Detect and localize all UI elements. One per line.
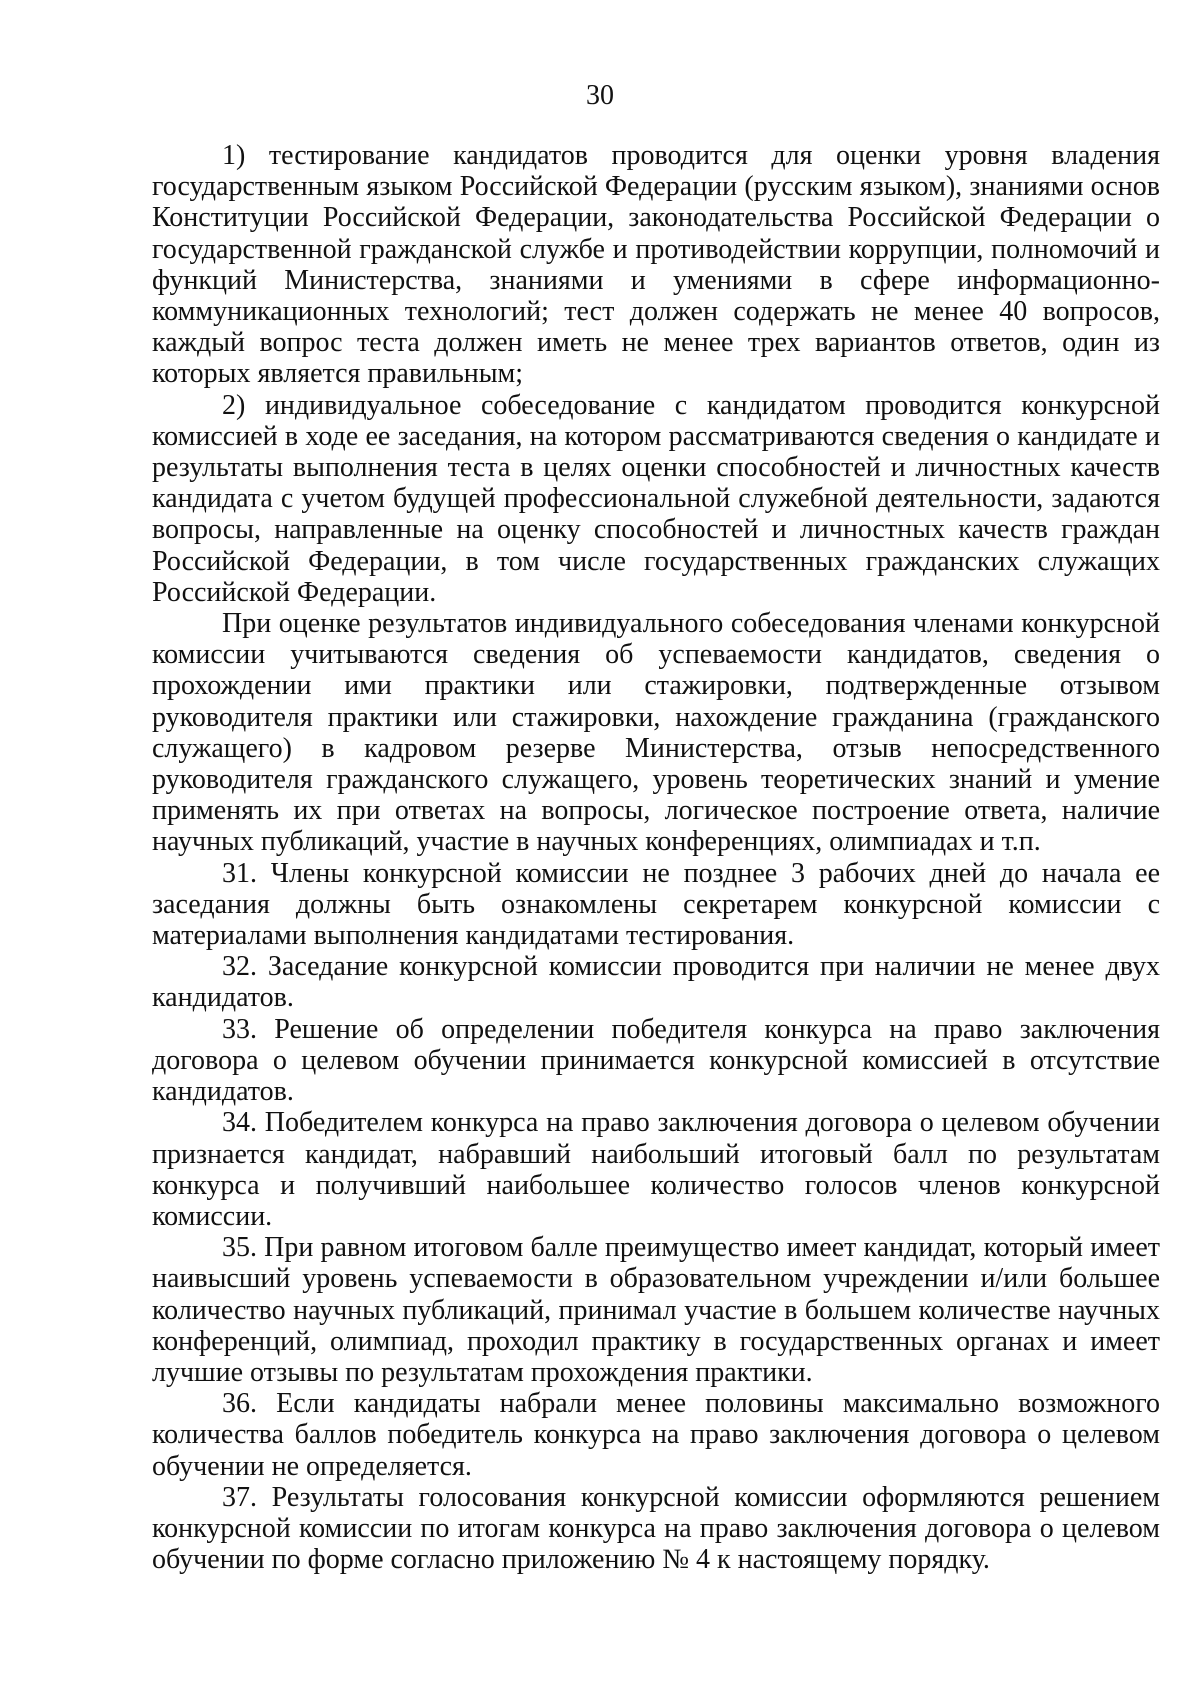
paragraph-interview: 2) индивидуальное собеседование с кандидатом проводится конкурсной комиссией в ходе ее заседания, на котором рассматриваются сведения о кандидате и результаты выполнения теста в целях оценки способностей и личностных качеств кандидата с учетом будущей профессиональной служебной деятельности, задаются вопросы, направленные на оценку способностей и личностных качеств граждан Российской Федерации, в том числе государственных гражданских служащих Российской Федерации. [152, 389, 1160, 608]
paragraph-item-33: 33. Решение об определении победителя конкурса на право заключения договора о целевом обучении принимается конкурсной комиссией в отсутствие кандидатов. [152, 1013, 1160, 1108]
paragraph-interview-evaluation: При оценке результатов индивидуального собеседования членами конкурсной комиссии учитываются сведения об успеваемости кандидатов, сведения о прохождении ими практики или стажировки, подтвержденные отзывом руководителя практики или стажировки, нахождение гражданина (гражданского служащего) в кадровом резерве Министерства, отзыв непосредственного руководителя гражданского служащего, уровень теоретических знаний и умение применять их при ответах на вопросы, логическое построение ответа, наличие научных публикаций, участие в научных конференциях, олимпиадах и т.п. [152, 608, 1160, 858]
paragraph-item-36: 36. Если кандидаты набрали менее половины максимально возможного количества баллов победитель конкурса на право заключения договора о целевом обучении не определяется. [152, 1388, 1160, 1482]
paragraph-item-32: 32. Заседание конкурсной комиссии проводится при наличии не менее двух кандидатов. [152, 951, 1160, 1014]
page-number: 30 [586, 80, 614, 111]
document-body [152, 140, 1160, 1575]
paragraph-item-34: 34. Победителем конкурса на право заключения договора о целевом обучении признается кандидат, набравший наибольший итоговый балл по результатам конкурса и получивший наибольшее количество голосов членов конкурсной комиссии. [152, 1107, 1160, 1232]
paragraph-item-35: 35. При равном итоговом балле преимущество имеет кандидат, который имеет наивысший уровень успеваемости в образовательном учреждении и/или большее количество научных публикаций, принимал участие в большем количестве научных конференций, олимпиад, проходил практику в государственных органах и имеет лучшие отзывы по результатам прохождения практики. [152, 1232, 1160, 1388]
paragraph-item-31: 31. Члены конкурсной комиссии не позднее 3 рабочих дней до начала ее заседания должны быть ознакомлены секретарем конкурсной комиссии с материалами выполнения кандидатами тестирования. [152, 857, 1160, 952]
paragraph-testing: 1) тестирование кандидатов проводится для оценки уровня владения государственным языком Российской Федерации (русским языком), знаниями основ Конституции Российской Федерации, законодательства Российской Федерации о государственной гражданской службе и противодействии коррупции, полномочий и функций Министерства, знаниями и умениями в сфере информационно-коммуникационных технологий; тест должен содержать не менее 40 вопросов, каждый вопрос теста должен иметь не менее трех вариантов ответов, один из которых является правильным; [152, 140, 1160, 390]
paragraph-item-37: 37. Результаты голосования конкурсной комиссии оформляются решением конкурсной комиссии по итогам конкурса на право заключения договора о целевом обучении по форме согласно приложению № 4 к настоящему порядку. [152, 1481, 1160, 1576]
